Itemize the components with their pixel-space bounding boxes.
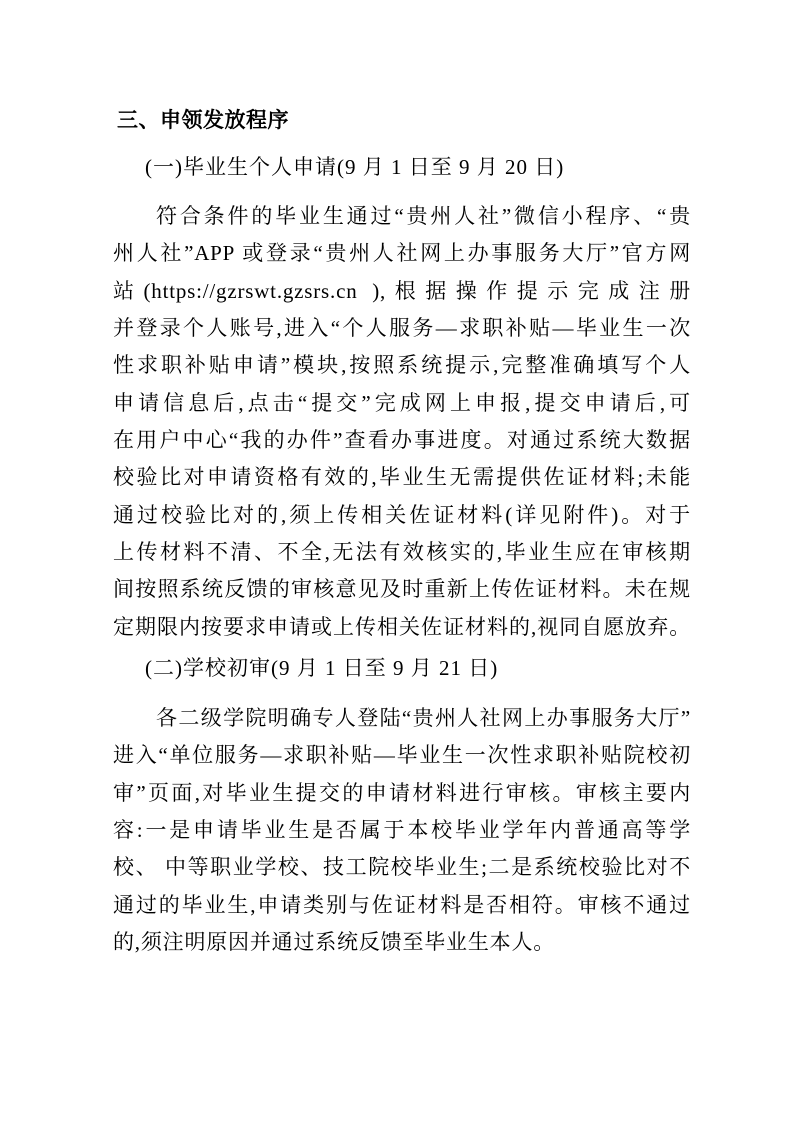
text-line: 容:一是申请毕业生是否属于本校毕业学年内普通高等学 [113, 818, 691, 843]
section-paragraph-2 [113, 700, 691, 961]
text-line: 站(https://gzrswt.gzsrs.cn ),根据操作提示完成注册 [113, 278, 691, 303]
text-line: 性求职补贴申请”模块,按照系统提示,完整准确填写个人 [113, 353, 691, 378]
text-line: 申请信息后,点击“提交”完成网上申报,提交申请后,可 [113, 390, 691, 415]
section-heading-1: (一)毕业生个人申请(9 月 1 日至 9 月 20 日) [145, 155, 565, 179]
text-line: 审”页面,对毕业生提交的申请材料进行审核。审核主要内 [113, 780, 691, 805]
text-line: 上传材料不清、不全,无法有效核实的,毕业生应在审核期 [113, 540, 691, 565]
text-line: 并登录个人账号,进入“个人服务—求职补贴—毕业生一次 [113, 316, 691, 341]
text-line: 通过校验比对的,须上传相关佐证材料(详见附件)。对于 [113, 502, 691, 527]
document-title: 三、申领发放程序 [117, 108, 289, 132]
text-line: 校验比对申请资格有效的,毕业生无需提供佐证材料;未能 [113, 465, 691, 490]
text-line: 间按照系统反馈的审核意见及时重新上传佐证材料。未在规 [113, 577, 691, 602]
text-line: 校、 中等职业学校、技工院校毕业生;二是系统校验比对不 [113, 855, 691, 880]
section-heading-2: (二)学校初审(9 月 1 日至 9 月 21 日) [145, 656, 499, 680]
text-line: 的,须注明原因并通过系统反馈至毕业生本人。 [113, 930, 556, 955]
text-line: 各二级学院明确专人登陆“贵州人社网上办事服务大厅” [156, 706, 691, 730]
text-line: 进入“单位服务—求职补贴—毕业生一次性求职补贴院校初 [113, 743, 691, 768]
text-line: 州人社”APP 或登录“贵州人社网上办事服务大厅”官方网 [113, 241, 691, 266]
section-paragraph-1 [113, 198, 691, 646]
text-line: 通过的毕业生,申请类别与佐证材料是否相符。审核不通过 [113, 892, 691, 917]
text-line: 定期限内按要求申请或上传相关佐证材料的,视同自愿放弃。 [113, 614, 691, 639]
text-line: 在用户中心“我的办件”查看办事进度。对通过系统大数据 [113, 428, 691, 453]
text-line: 符合条件的毕业生通过“贵州人社”微信小程序、“贵 [156, 204, 691, 228]
